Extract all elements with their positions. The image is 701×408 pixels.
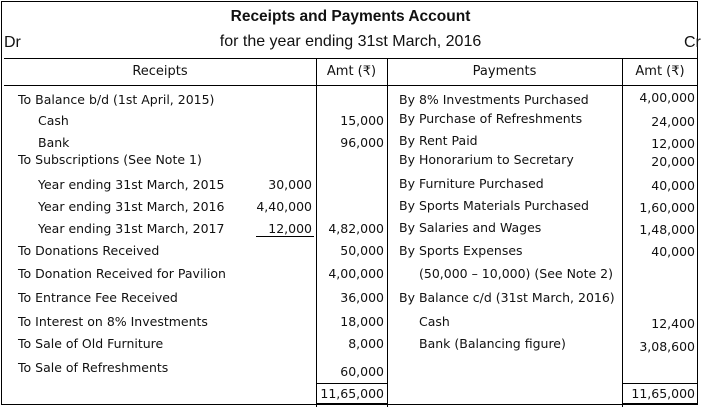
table-top-rule <box>4 58 698 59</box>
receipt-row-text: Year ending 31st March, 2016 <box>38 199 225 214</box>
receipt-row-amount: 36,000 <box>340 290 384 305</box>
receipt-row-text: Cash <box>38 113 69 128</box>
total-right: 11,65,000 <box>631 386 695 401</box>
receipt-row-text: To Entrance Fee Received <box>18 290 178 305</box>
receipt-row-subamount: 12,000 <box>268 221 312 236</box>
page-subtitle: for the year ending 31st March, 2016 <box>219 33 482 50</box>
payment-row-text: By 8% Investments Purchased <box>399 92 589 107</box>
receipt-row-text: To Interest on 8% Investments <box>18 314 208 329</box>
header-payments: Payments <box>472 64 537 79</box>
payment-row-text: By Furniture Purchased <box>399 176 544 191</box>
receipt-row-text: To Subscriptions (See Note 1) <box>18 152 202 167</box>
receipt-row-amount: 8,000 <box>348 336 384 351</box>
col-divider-3 <box>622 58 623 407</box>
receipt-row-text: To Sale of Refreshments <box>18 360 169 375</box>
receipt-row-text: To Donations Received <box>18 243 160 258</box>
header-amt-left: Amt (₹) <box>326 64 377 79</box>
receipt-row-amount: 50,000 <box>340 243 384 258</box>
receipt-row-text: Bank <box>38 135 70 150</box>
receipt-row-amount: 96,000 <box>340 135 384 150</box>
dr-label: Dr <box>4 34 21 51</box>
cr-label: Cr <box>684 34 701 51</box>
receipt-row-subamount: 4,40,000 <box>256 199 312 214</box>
col-divider-1 <box>316 58 317 407</box>
payment-row-amount: 4,00,000 <box>639 90 695 105</box>
payment-row-text: By Salaries and Wages <box>399 220 542 235</box>
payment-row-amount: 40,000 <box>651 244 695 259</box>
payment-row-amount: 12,400 <box>651 316 695 331</box>
receipt-row-subamount: 30,000 <box>268 177 312 192</box>
payment-row-amount: 24,000 <box>651 114 695 129</box>
total-right-rule-top <box>623 383 698 384</box>
receipt-row-text: To Sale of Old Furniture <box>18 336 164 351</box>
payment-row-text: Bank (Balancing figure) <box>419 336 566 351</box>
receipt-row-amount: 4,00,000 <box>328 266 384 281</box>
payment-row-amount: 40,000 <box>651 178 695 193</box>
receipt-row-amount: 4,82,000 <box>328 221 384 236</box>
receipt-row-text: Year ending 31st March, 2017 <box>38 221 225 236</box>
receipt-row-amount: 60,000 <box>340 364 384 379</box>
total-left-rule-top <box>317 383 387 384</box>
subtotal-rule <box>256 236 314 237</box>
payment-row-amount: 1,60,000 <box>639 200 695 215</box>
total-right-rule-bottom <box>623 403 698 404</box>
total-left: 11,65,000 <box>320 386 384 401</box>
header-amt-right: Amt (₹) <box>635 64 685 79</box>
header-bottom-rule <box>4 85 698 86</box>
header-receipts: Receipts <box>132 64 188 79</box>
payment-row-amount: 3,08,600 <box>639 339 695 354</box>
payment-row-text: (50,000 – 10,000) (See Note 2) <box>419 266 613 281</box>
payment-row-text: By Sports Materials Purchased <box>399 198 589 213</box>
payment-row-text: By Sports Expenses <box>399 243 523 258</box>
payment-row-text: By Rent Paid <box>399 133 478 148</box>
payment-row-amount: 20,000 <box>651 154 695 169</box>
receipt-row-text: To Donation Received for Pavilion <box>18 266 226 281</box>
payment-row-amount: 1,48,000 <box>639 222 695 237</box>
receipt-row-amount: 15,000 <box>340 113 384 128</box>
receipt-row-text: To Balance b/d (1st April, 2015) <box>18 92 215 107</box>
receipt-row-text: Year ending 31st March, 2015 <box>38 177 225 192</box>
total-left-rule-bottom <box>317 403 387 404</box>
receipt-row-amount: 18,000 <box>340 314 384 329</box>
payment-row-amount: 12,000 <box>651 136 695 151</box>
col-divider-2 <box>387 58 388 407</box>
payment-row-text: By Honorarium to Secretary <box>399 152 574 167</box>
payment-row-text: By Purchase of Refreshments <box>399 111 583 126</box>
payment-row-text: By Balance c/d (31st March, 2016) <box>399 290 615 305</box>
payment-row-text: Cash <box>419 314 450 329</box>
page-title: Receipts and Payments Account <box>230 8 471 25</box>
